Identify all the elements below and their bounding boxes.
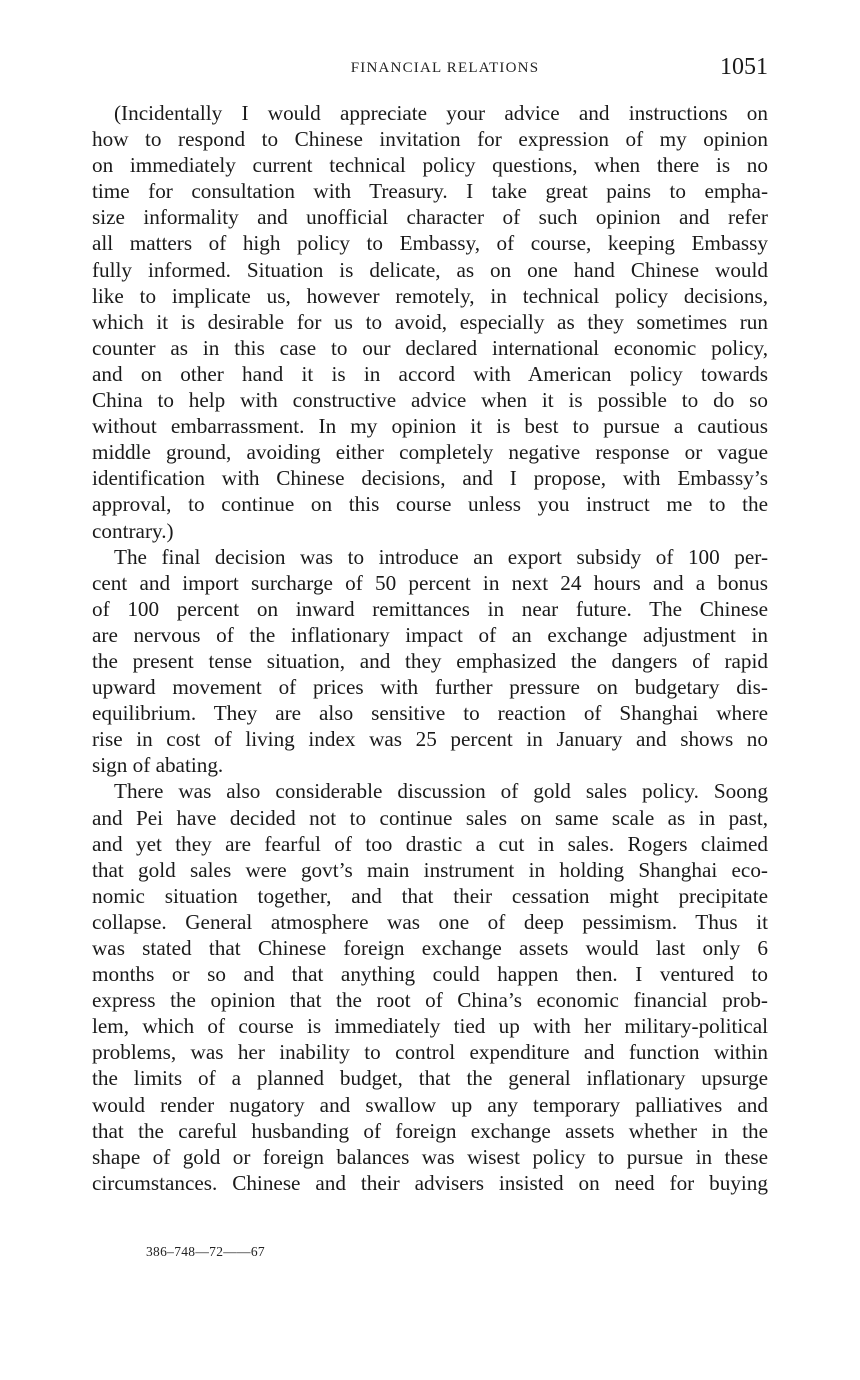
text-line: all matters of high policy to Embassy, of course, keeping Embassy	[92, 231, 768, 256]
text-line: cent and import surcharge of 50 percent in next 24 hours and a bonus	[92, 570, 768, 595]
text-line: months or so and that anything could happen then. I ventured to	[92, 962, 768, 987]
text-line: like to implicate us, however remotely, in technical policy decisions,	[92, 283, 768, 308]
text-line: the limits of a planned budget, that the general inflationary upsurge	[92, 1066, 768, 1091]
text-line: how to respond to Chinese invitation for expression of my opinion	[92, 127, 768, 152]
body-text	[92, 100, 768, 1196]
text-line: lem, which of course is immediately tied up with her military-political	[92, 1014, 768, 1039]
text-line: identification with Chinese decisions, and I propose, with Embassy’s	[92, 466, 768, 491]
text-line: are nervous of the inflationary impact of an exchange adjustment in	[92, 622, 768, 647]
printer-signature-code: 386–748—72——67	[146, 1244, 265, 1259]
text-line: fully informed. Situation is delicate, as on one hand Chinese would	[92, 257, 768, 282]
text-line: and Pei have decided not to continue sales on same scale as in past,	[92, 805, 768, 830]
text-line: and on other hand it is in accord with American policy towards	[92, 361, 768, 386]
text-line: collapse. General atmosphere was one of deep pessimism. Thus it	[92, 909, 768, 934]
text-line: China to help with constructive advice when it is possible to do so	[92, 388, 768, 413]
text-line: middle ground, avoiding either completely negative response or vague	[92, 440, 768, 465]
paragraph-final-decision	[92, 544, 768, 779]
text-line: shape of gold or foreign balances was wisest policy to pursue in these	[92, 1144, 768, 1169]
text-line: circumstances. Chinese and their advisers insisted on need for buying	[92, 1170, 768, 1195]
running-title: FINANCIAL RELATIONS	[350, 60, 540, 76]
text-line: was stated that Chinese foreign exchange assets would last only 6	[92, 936, 768, 960]
text-line: that the careful husbanding of foreign exchange assets whether in the	[92, 1118, 768, 1143]
text-line: the present tense situation, and they emphasized the dangers of rapid	[92, 648, 768, 673]
text-line: problems, was her inability to control expenditure and function within	[92, 1040, 768, 1065]
page-number: 1051	[720, 54, 768, 80]
text-line: rise in cost of living index was 25 percent in January and shows no	[92, 727, 768, 752]
text-line: express the opinion that the root of China’s economic financial prob-	[92, 988, 768, 1013]
running-head	[92, 56, 768, 84]
text-line: that gold sales were govt’s main instrument in holding Shanghai eco-	[92, 857, 768, 882]
text-line: The final decision was to introduce an export subsidy of 100 per-	[114, 544, 768, 569]
text-line: would render nugatory and swallow up any temporary palliatives and	[92, 1092, 768, 1117]
text-line: sign of abating.	[92, 753, 224, 778]
paragraph-gold-sales	[92, 778, 768, 1196]
paragraph-incidental-note	[92, 100, 768, 544]
text-line: nomic situation together, and that their cessation might precipitate	[92, 883, 768, 908]
text-line: counter as in this case to our declared international economic policy,	[92, 335, 768, 360]
text-line: upward movement of prices with further pressure on budgetary dis-	[92, 675, 768, 700]
text-line: which it is desirable for us to avoid, especially as they sometimes run	[92, 309, 768, 334]
text-line: without embarrassment. In my opinion it is best to pursue a cautious	[92, 414, 768, 439]
text-line: equilibrium. They are also sensitive to reaction of Shanghai where	[92, 701, 768, 726]
text-line: (Incidentally I would appreciate your advice and instructions on	[114, 101, 768, 125]
text-line: on immediately current technical policy questions, when there is no	[92, 153, 768, 178]
text-line: size informality and unofficial character of such opinion and refer	[92, 205, 768, 230]
text-line: time for consultation with Treasury. I take great pains to empha-	[92, 179, 768, 204]
text-line: There was also considerable discussion of gold sales policy. Soong	[114, 779, 768, 804]
text-line: of 100 percent on inward remittances in near future. The Chinese	[92, 596, 768, 621]
text-line: approval, to continue on this course unless you instruct me to the	[92, 492, 768, 517]
text-line: contrary.)	[92, 518, 174, 543]
text-line: and yet they are fearful of too drastic a cut in sales. Rogers claimed	[92, 831, 768, 856]
